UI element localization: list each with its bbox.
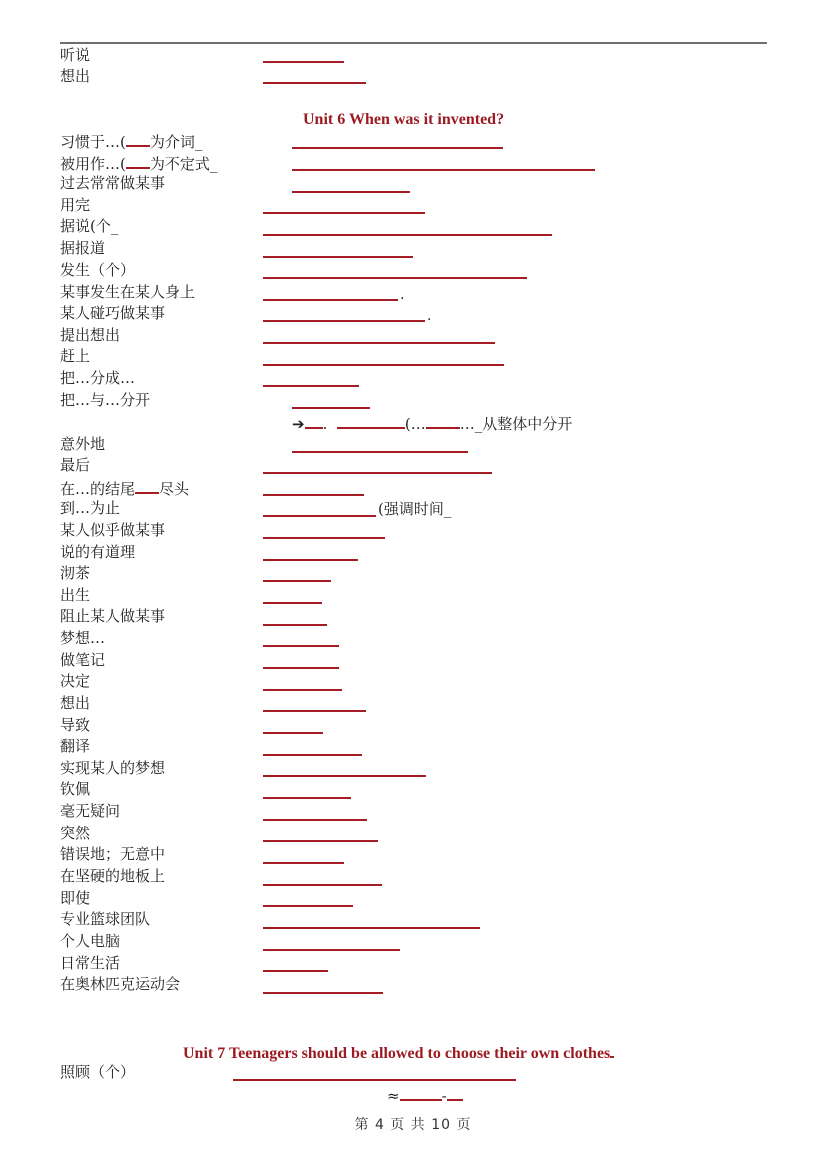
answer-blank[interactable]	[263, 494, 364, 496]
unit-7-title: Unit 7 Teenagers should be allowed to choose their own clothes	[183, 1042, 614, 1063]
term-label: 即使	[60, 889, 91, 907]
answer-blank[interactable]	[263, 775, 426, 777]
answer-blank[interactable]	[263, 364, 504, 366]
term-label: 到…为止	[60, 499, 121, 517]
answer-blank[interactable]	[263, 862, 344, 864]
term-label: 做笔记	[60, 651, 106, 669]
answer-blank[interactable]	[263, 82, 366, 84]
answer-blank[interactable]	[263, 840, 378, 842]
answer-blank[interactable]	[263, 277, 527, 279]
approx-symbol: ≈	[387, 1087, 400, 1105]
answer-blank[interactable]	[263, 602, 322, 604]
term-label: 把…与…分开	[60, 391, 151, 409]
answer-blank[interactable]	[263, 385, 359, 387]
answer-blank[interactable]	[263, 667, 339, 669]
term-label: 照顾（个）	[60, 1063, 136, 1081]
term-label: 突然	[60, 824, 91, 842]
term-label: 赶上	[60, 347, 91, 365]
page-number: 第 4 页 共 10 页	[354, 1117, 472, 1133]
answer-blank[interactable]	[263, 515, 376, 517]
term-label: 被用作…( 为不定式_	[60, 155, 218, 173]
answer-blank[interactable]	[263, 689, 342, 691]
term-label: 把…分成…	[60, 369, 136, 387]
header-rule	[60, 42, 767, 44]
approx-row: ≈ -	[387, 1085, 463, 1105]
answer-blank[interactable]	[263, 732, 323, 734]
answer-blank[interactable]	[263, 884, 382, 886]
answer-blank[interactable]	[263, 472, 492, 474]
term-label: 错误地；无意中	[60, 845, 166, 863]
answer-blank[interactable]	[263, 992, 383, 994]
term-label: 在…的结尾 尽头	[60, 480, 190, 498]
term-label: 最后	[60, 456, 91, 474]
term-label: 用完	[60, 196, 91, 214]
term-label: 在奥林匹克运动会	[60, 975, 181, 993]
answer-blank[interactable]	[305, 413, 323, 429]
answer-blank[interactable]	[263, 320, 425, 322]
term-label: 个人电脑	[60, 932, 121, 950]
term-label: 提出想出	[60, 326, 121, 344]
answer-blank[interactable]	[292, 147, 503, 149]
term-label: 某人碰巧做某事	[60, 304, 166, 322]
term-label: 在坚硬的地板上	[60, 867, 166, 885]
answer-blank[interactable]	[263, 927, 480, 929]
term-label: 听说	[60, 46, 91, 64]
answer-blank[interactable]	[263, 299, 398, 301]
term-label: 出生	[60, 586, 91, 604]
period: .	[427, 308, 432, 324]
term-label: 习惯于…( 为介词_	[60, 133, 203, 151]
term-label: 毫无疑问	[60, 802, 121, 820]
term-label: 翻译	[60, 737, 91, 755]
answer-blank[interactable]	[263, 754, 362, 756]
answer-blank[interactable]	[263, 342, 495, 344]
term-label: 决定	[60, 672, 91, 690]
period: .	[400, 287, 405, 303]
answer-blank[interactable]	[263, 559, 358, 561]
answer-blank[interactable]	[447, 1085, 463, 1101]
arrow-right-icon: ➔	[292, 415, 305, 433]
term-label: 某人似乎做某事	[60, 521, 166, 539]
unit-6-title: Unit 6 When was it invented?	[303, 111, 505, 128]
term-label: 梦想…	[60, 629, 106, 647]
term-label: 据说(个_	[60, 217, 119, 235]
answer-blank[interactable]	[263, 61, 344, 63]
term-label: 说的有道理	[60, 543, 136, 561]
answer-blank[interactable]	[263, 905, 353, 907]
answer-blank[interactable]	[263, 645, 339, 647]
answer-blank[interactable]	[263, 819, 367, 821]
answer-blank[interactable]	[263, 234, 552, 236]
term-label: 实现某人的梦想	[60, 759, 166, 777]
answer-blank[interactable]	[263, 797, 351, 799]
term-label: 意外地	[60, 435, 106, 453]
answer-blank[interactable]	[292, 169, 595, 171]
term-label: 钦佩	[60, 780, 91, 798]
answer-blank[interactable]	[337, 413, 405, 429]
term-label: 想出	[60, 694, 91, 712]
answer-blank[interactable]	[263, 537, 385, 539]
separate-from-whole-row: ➔ . (… …_从整体中分开	[292, 415, 573, 433]
term-label: 发生（个）	[60, 261, 136, 279]
answer-blank[interactable]	[292, 191, 410, 193]
answer-blank[interactable]	[263, 624, 327, 626]
term-label: 沏茶	[60, 564, 91, 582]
term-label: 某事发生在某人身上	[60, 283, 196, 301]
term-label: 导致	[60, 716, 91, 734]
term-label: 想出	[60, 67, 91, 85]
answer-blank[interactable]	[292, 451, 468, 453]
term-label: 阻止某人做某事	[60, 607, 166, 625]
answer-blank[interactable]	[292, 407, 370, 409]
answer-blank[interactable]	[426, 413, 460, 429]
answer-blank[interactable]	[233, 1079, 516, 1081]
term-label: 据报道	[60, 239, 106, 257]
term-label: 过去常常做某事	[60, 174, 166, 192]
answer-blank[interactable]	[263, 970, 328, 972]
answer-blank[interactable]	[263, 580, 331, 582]
answer-blank[interactable]	[263, 256, 413, 258]
hint-note: (强调时间_	[378, 500, 452, 518]
term-label: 专业篮球团队	[60, 910, 151, 928]
term-label: 日常生活	[60, 954, 121, 972]
answer-blank[interactable]	[263, 949, 400, 951]
answer-blank[interactable]	[263, 212, 425, 214]
answer-blank[interactable]	[400, 1085, 442, 1101]
answer-blank[interactable]	[263, 710, 366, 712]
